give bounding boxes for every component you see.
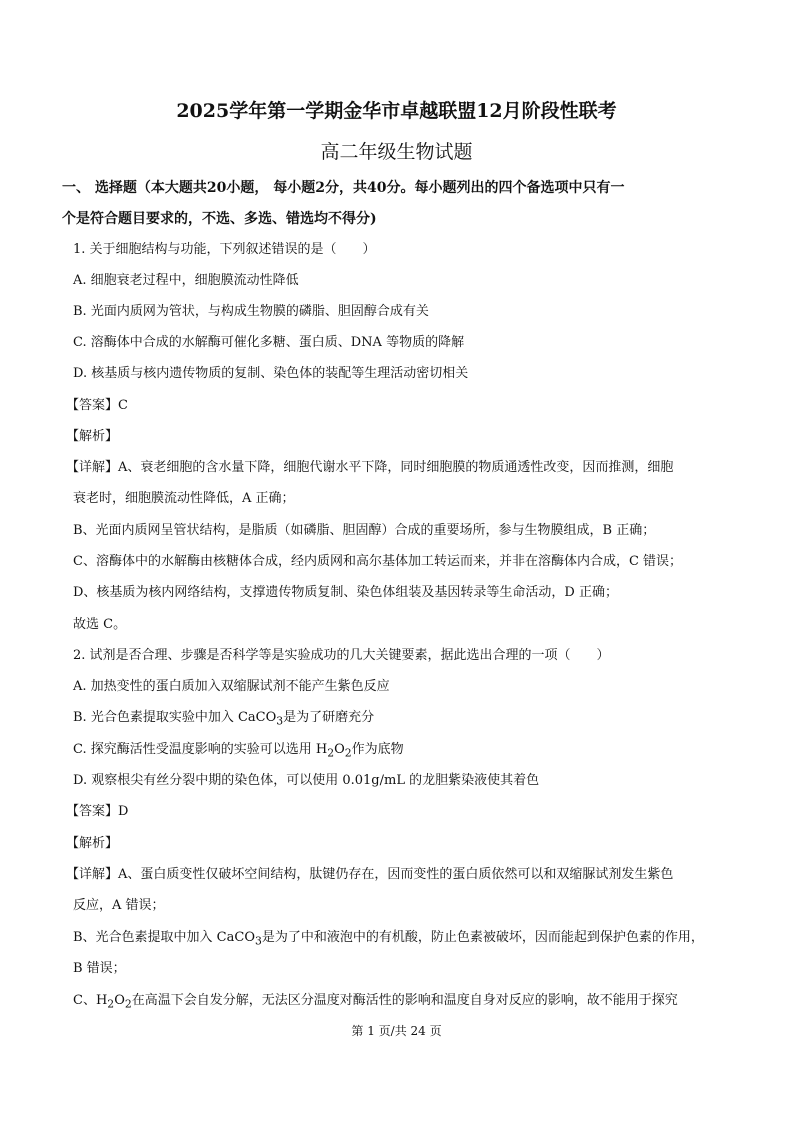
question-2-option-b [73,710,733,730]
question-2-option-b-text: B. 光合色素提取实验中加入 CaCO [73,710,277,725]
question-2-stem: 2. 试剂是否合理、步骤是否科学等是实验成功的几大关键要素，据此选出合理的一项（ ） [73,648,610,663]
subscript: 2 [327,746,335,760]
subscript: 2 [344,746,352,760]
question-2-option-a: A. 加热变性的蛋白质加入双缩脲试剂不能产生紫色反应 [73,679,390,694]
question-2-detail-3-text: B、光合色素提取中加入 CaCO [73,930,255,945]
question-1-detail-2: 衰老时，细胞膜流动性降低，A 正确； [73,491,295,506]
question-1-option-a: A. 细胞衰老过程中，细胞膜流动性降低 [73,273,299,288]
question-1-detail-1: 【详解】A、衰老细胞的含水量下降，细胞代谢水平下降，同时细胞膜的物质通透性改变，因而推测，细胞 [66,460,674,475]
question-1-option-d: D. 核基质与核内遗传物质的复制、染色体的装配等生理活动密切相关 [73,366,469,381]
question-2-detail-5 [73,993,733,1013]
page-subtitle: 高二年级生物试题 [320,141,473,163]
question-2-detail-5-text-end: 在高温下会自发分解，无法区分温度对酶活性的影响和温度自身对反应的影响，故不能用于探究 [131,993,678,1008]
question-2-option-d: D. 观察根尖有丝分裂中期的染色体，可以使用 0.01g/mL 的龙胆紫染液使其着色 [73,773,540,788]
section-heading-line-1: 一、 选择题（本大题共20小题， 每小题2分，共40分。每小题列出的四个备选项中只有一 [62,180,625,196]
question-1-stem: 1. 关于细胞结构与功能，下列叙述错误的是（ ） [73,242,376,257]
subscript: 3 [276,714,284,728]
question-2-option-c-text-end: 作为底物 [351,742,404,757]
question-2-option-b-text-end: 是为了研磨充分 [283,710,375,725]
question-2-detail-3-text-end: 是为了中和液泡中的有机酸，防止色素被破坏，因而能起到保护色素的作用， [261,930,704,945]
question-1-option-c: C. 溶酶体中合成的水解酶可催化多糖、蛋白质、DNA 等物质的降解 [73,335,465,350]
question-2-detail-5-text: C、H [73,993,108,1008]
question-2-detail-2: 反应，A 错误； [73,898,165,913]
question-2-detail-1: 【详解】A、蛋白质变性仅破坏空间结构，肽键仍存在，因而变性的蛋白质依然可以和双缩脲试剂发生紫色 [66,867,674,882]
formula-part: O [114,993,125,1008]
question-2-answer: 【答案】D [66,804,129,819]
question-2-analysis-label: 【解析】 [66,836,119,851]
question-2-option-c-text: C. 探究酶活性受温度影响的实验可以选用 H [73,742,328,757]
question-2-detail-4: B 错误； [73,961,126,976]
question-1-option-b: B. 光面内质网为管状，与构成生物膜的磷脂、胆固醇合成有关 [73,304,429,319]
formula-part: O [334,742,345,757]
question-2-option-c [73,742,733,762]
question-2-detail-3 [73,930,733,950]
subscript: 3 [255,934,262,948]
section-heading-line-2: 个是符合题目要求的，不选、多选、错选均不得分) [62,211,377,227]
question-1-detail-3: B、光面内质网呈管状结构，是脂质（如磷脂、胆固醇）合成的重要场所，参与生物膜组成，B 正确； [73,523,656,538]
question-1-detail-5: D、核基质为核内网络结构，支撑遗传物质复制、染色体组装及基因转录等生命活动，D 正确； [73,585,618,600]
question-1-answer: 【答案】C [66,398,128,413]
question-1-detail-4: C、溶酶体中的水解酶由核糖体合成，经内质网和高尔基体加工转运而来，并非在溶酶体内合成，C 错误； [73,554,683,569]
question-1-conclusion: 故选 C。 [73,617,127,632]
page-title: 2025学年第一学期金华市卓越联盟12月阶段性联考 [176,100,617,122]
page-footer: 第 1 页/共 24 页 [351,1024,442,1038]
subscript: 2 [124,997,132,1011]
subscript: 2 [107,997,115,1011]
question-1-analysis-label: 【解析】 [66,429,119,444]
